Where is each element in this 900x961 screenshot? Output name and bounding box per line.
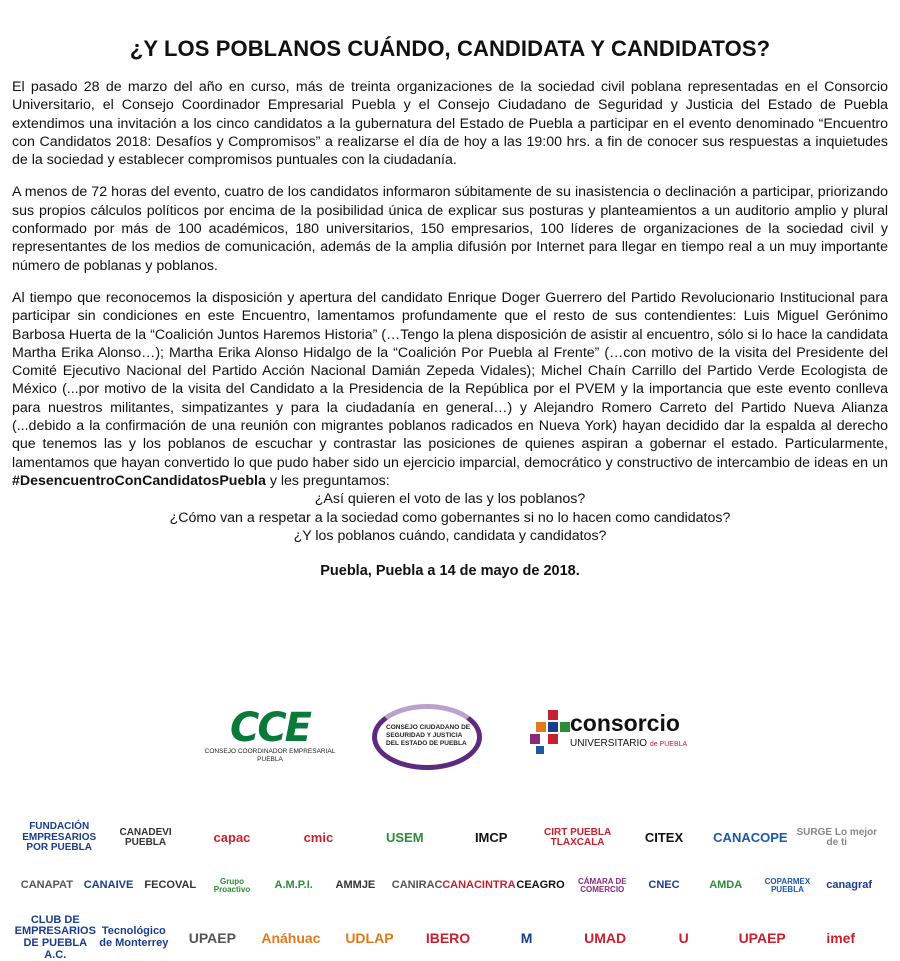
org-logo-name: CANACINTRA	[442, 879, 516, 892]
org-logo-name: IMCP	[474, 830, 508, 846]
org-logo-name: imef	[826, 929, 856, 946]
question-1: ¿Así quieren el voto de las y los poblanos?	[314, 491, 586, 508]
org-logo-name: CIRT PUEBLA TLAXCALA	[543, 826, 612, 848]
org-logo-name: UDLAP	[345, 929, 394, 946]
org-logo-row1-6	[450, 818, 532, 858]
consorcio-squares-icon	[530, 710, 574, 754]
org-logo-name: FECOVAL	[144, 879, 197, 892]
org-logo-name: canagraf	[826, 879, 873, 892]
org-logos-row-2	[18, 866, 882, 906]
org-logo-row3-10	[725, 918, 800, 958]
org-logo-row1-8	[623, 818, 705, 858]
page-title: ¿Y LOS POBLANOS CUÁNDO, CANDIDATA Y CANDIDATOS?	[129, 36, 771, 61]
org-logos-row-1	[18, 818, 882, 858]
org-logo-name: Anáhuac	[261, 929, 321, 946]
org-logo-row2-1	[18, 866, 76, 906]
org-logo-row1-3	[191, 818, 273, 858]
cce-logo-mark: CCE	[229, 705, 311, 751]
org-logo-name: CEAGRO	[516, 879, 565, 892]
cce-logo	[200, 705, 340, 764]
org-logo-row2-9	[512, 866, 570, 906]
paragraph-invitation: El pasado 28 de marzo del año en curso, más de treinta organizaciones de la sociedad civil poblana representadas en el Consorcio Universitario, el Consejo Coordinador Empresarial Puebla y el Consejo Ciudadano de Seguridad y Justicia del Estado de Puebla extendimos una invitación a los cinco candidatos a la gubernatura del Estado de Puebla a participar en el evento denominado “Encuentro con Candidatos 2018: Desafíos y Compromisos” a realizarse el día de hoy a las 19:00 hrs. a fin de conocer sus respuestas a inquietudes de la sociedad y establecer compromisos puntuales con la ciudadanía.	[12, 79, 888, 169]
org-logo-row3-3	[175, 918, 250, 958]
paragraph-candidates	[12, 289, 888, 490]
org-logo-row2-6	[327, 866, 385, 906]
org-logos-row-3	[14, 913, 882, 961]
org-logo-name: capac	[213, 830, 251, 846]
org-logo-row2-13	[759, 866, 817, 906]
org-logo-row3-2	[97, 918, 172, 958]
hashtag: #DesencuentroConCandidatosPuebla	[12, 472, 266, 489]
org-logo-row3-9	[646, 918, 721, 958]
consorcio-subtitle-puebla: de PUEBLA	[649, 741, 688, 748]
org-logo-name: UPAEP	[188, 929, 236, 946]
org-logo-name: Grupo Proactivo	[213, 876, 251, 894]
org-logo-name: Tecnológico de Monterrey	[99, 925, 169, 949]
org-logo-row2-7	[388, 866, 446, 906]
org-logo-name: CANAIVE	[83, 879, 134, 892]
main-logos	[0, 700, 900, 780]
org-logo-row2-14	[820, 866, 878, 906]
org-logo-name: CLUB DE EMPRESARIOS DE PUEBLA A.C.	[14, 913, 96, 961]
org-logo-row1-10	[796, 818, 878, 858]
org-logo-name: CANADEVI PUEBLA	[119, 826, 172, 848]
org-logo-row1-1	[18, 818, 100, 858]
org-logo-row2-12	[697, 866, 755, 906]
org-logo-row3-4	[254, 918, 329, 958]
org-logo-row2-5	[265, 866, 323, 906]
question-3: ¿Y los poblanos cuándo, candidata y candidatos?	[293, 527, 607, 544]
consejo-ciudadano-text: CONSEJO CIUDADANO DE SEGURIDAD Y JUSTICIA DEL ESTADO DE PUEBLA	[386, 724, 471, 747]
org-logo-name: A.M.P.I.	[274, 879, 313, 892]
org-logo-name: CÁMARA DE COMERCIO	[577, 876, 627, 894]
org-logo-row2-11	[635, 866, 693, 906]
paragraph-candidates-end: y les preguntamos:	[269, 472, 390, 489]
question-2: ¿Cómo van a respetar a la sociedad como gobernantes si no lo hacen como candidatos?	[169, 509, 731, 526]
org-logo-name: cmic	[303, 830, 334, 846]
org-logo-name: SURGE Lo mejor de ti	[796, 826, 878, 848]
consorcio-subtitle	[570, 738, 687, 749]
org-logo-name: COPARMEX PUEBLA	[764, 876, 811, 894]
org-logo-name: USEM	[386, 830, 424, 846]
org-logo-row2-2	[80, 866, 138, 906]
org-logo-name: FUNDACIÓN EMPRESARIOS POR PUEBLA	[22, 821, 97, 854]
org-logo-name: M	[520, 929, 533, 946]
consorcio-word: consorcio	[570, 710, 680, 736]
consejo-ciudadano-logo	[372, 702, 492, 772]
org-logo-name: CITEX	[644, 830, 684, 846]
org-logo-row3-7	[489, 918, 564, 958]
org-logo-row1-4	[277, 818, 359, 858]
paragraph-candidates-text: Al tiempo que reconocemos la disposición y apertura del candidato Enrique Doger Guerrero del Partido Revolucionario Institucional para participar sin condiciones en este Encuentro, lamentamos profundamente que el resto de sus contendientes: Luis Miguel Gerónimo Barbosa Huerta de la “Coalición Juntos Haremos Historia” (…Tengo la plena disposición de asistir al encuentro, sólo si lo hace la candidata Martha Erika Alonso…); Martha Erika Alonso Hidalgo de la “Coalición Por Puebla al Frente” (…con motivo de la visita del Presidente del Comité Ejecutivo Nacional del Partido Acción Nacional Damián Zepeda Vidales); Michel Chaín Carrillo del Partido Verde Ecologista de México (...por motivo de la visita del Candidato a la Presidencia de la República por el PVEM y la importancia que este evento conlleva para nuestros militantes, simpatizantes y para la ciudadanía en general…) y Alejandro Romero Carreto del Partido Nueva Alianza (...debido a la confirmación de una reunión con migrantes poblanos radicados en Nueva York) hayan decidido dar la espalda al derecho que tenemos las y los poblanos de escuchar y contrastar las posiciones de quienes aspiran a gobernar el estado. Particularmente, lamentamos que hayan convertido lo que pudo haber sido un ejercicio imparcial, democrático y constructivo de intercambio de ideas en un	[12, 289, 888, 471]
org-logo-row3-8	[568, 918, 643, 958]
org-logo-name: UPAEP	[738, 929, 786, 946]
questions	[12, 490, 888, 545]
org-logo-row1-5	[364, 818, 446, 858]
org-logo-row3-6	[411, 918, 486, 958]
signature-date: Puebla, Puebla a 14 de mayo de 2018.	[320, 563, 580, 580]
org-logo-row3-1	[14, 913, 96, 961]
org-logo-row2-10	[573, 866, 631, 906]
org-logo-name: CANACOPE	[713, 830, 788, 846]
org-logo-name: AMMJE	[335, 879, 376, 892]
org-logo-name: CANIRAC	[391, 879, 443, 892]
paragraph-absences: A menos de 72 horas del evento, cuatro de los candidatos informaron súbitamente de su inasistencia o declinación a participar, priorizando sus propios cálculos políticos por encima de la posibilidad única de explicar sus posturas y planteamientos a un auditorio amplio y plural conformado por más de 100 académicos, 180 universitarios, 150 empresarios, 100 líderes de organizaciones de la sociedad civil y representantes de los medios de comunicación, además de la amplia difusión por Internet para llegar en tiempo real a un muy importante número de poblanas y poblanos.	[12, 184, 888, 274]
consorcio-subtitle-main: UNIVERSITARIO	[570, 738, 648, 749]
org-logo-name: CANAPAT	[20, 879, 73, 892]
org-logo-row3-11	[803, 918, 878, 958]
org-logo-name: CNEC	[648, 879, 680, 892]
org-logo-row2-3	[141, 866, 199, 906]
org-logo-row2-8	[442, 866, 516, 906]
org-logo-name: U	[678, 929, 689, 946]
cce-logo-subtitle: CONSEJO COORDINADOR EMPRESARIAL PUEBLA	[204, 748, 336, 763]
org-logo-row1-2	[104, 818, 186, 858]
org-logo-row1-7	[536, 818, 618, 858]
org-logo-name: UMAD	[584, 929, 627, 946]
consorcio-universitario-logo	[530, 706, 700, 766]
org-logo-row1-9	[709, 818, 791, 858]
org-logo-row2-4	[203, 866, 261, 906]
org-logo-name: AMDA	[709, 879, 743, 892]
org-logo-name: IBERO	[425, 929, 471, 946]
org-logo-row3-5	[332, 918, 407, 958]
